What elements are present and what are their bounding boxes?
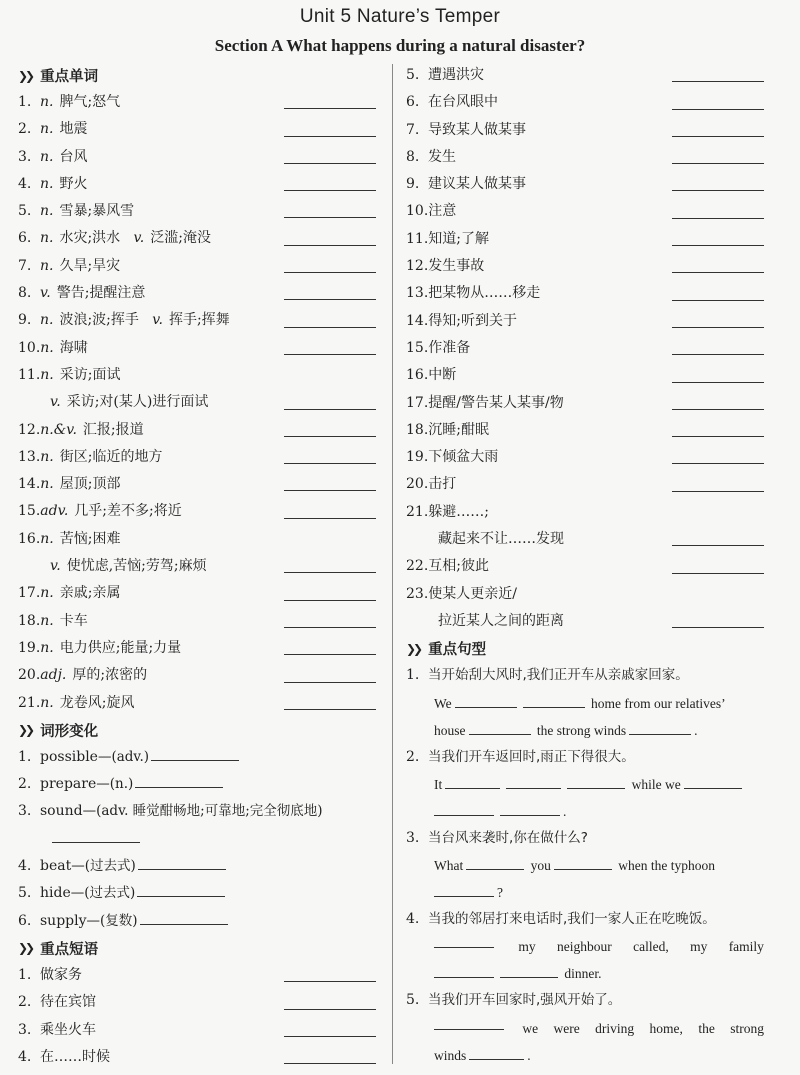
definition: 龙卷风;旋风: [59, 694, 135, 711]
item-number: 12.: [18, 421, 41, 438]
word-form-item: [18, 880, 380, 907]
form-hint: —(adv.): [97, 748, 150, 765]
form-hint: —(n.): [96, 776, 134, 793]
item-number: 12.: [406, 258, 429, 275]
definition: 海啸: [59, 339, 88, 356]
answer-blank[interactable]: [672, 218, 764, 219]
sentence-5-line-1: we were driving home, the strong: [406, 1015, 768, 1042]
phrase-text: 使某人更亲近/: [428, 585, 517, 602]
part-of-speech: v.: [50, 558, 61, 575]
form-hint: —(adv. 睡觉酣畅地;可靠地;完全彻底地): [82, 803, 323, 820]
phrase-item: [406, 499, 768, 526]
item-number: 18.: [18, 612, 41, 629]
item-number: 2.: [18, 994, 32, 1011]
definition: 采访;面试: [59, 366, 121, 383]
answer-blank[interactable]: [284, 354, 376, 355]
phrase-text: 下倾盆大雨: [428, 449, 499, 466]
part-of-speech: adv.: [40, 503, 69, 520]
item-number: 7.: [18, 257, 32, 274]
item-number: 17.: [406, 394, 429, 411]
vocab-item: [18, 116, 380, 143]
answer-blank[interactable]: [284, 108, 376, 109]
item-number: 16.: [406, 367, 429, 384]
answer-blank[interactable]: [284, 1036, 376, 1037]
part-of-speech: n.: [40, 612, 54, 629]
part-of-speech: n.: [40, 257, 54, 274]
item-number: 19.: [406, 449, 429, 466]
vocab-item-continued: [18, 553, 380, 580]
part-of-speech: n.: [40, 530, 54, 547]
vocab-item: [18, 690, 380, 717]
phrase-text: 把某物从……移走: [428, 285, 541, 302]
answer-blank[interactable]: [672, 463, 764, 464]
part-of-speech: n.: [40, 694, 54, 711]
part-of-speech: n.&v.: [40, 421, 77, 438]
base-word: supply: [40, 912, 87, 929]
phrase-text: 待在宾馆: [40, 994, 96, 1011]
answer-blank[interactable]: [500, 963, 558, 978]
sentence-5-prompt: 5. 当我们开车回家时,强风开始了。: [406, 992, 622, 1009]
phrase-item: [406, 444, 768, 471]
answer-blank[interactable]: [284, 572, 376, 573]
item-number: 21.: [18, 694, 41, 711]
sentence-3-line-1: What you when the typhoon: [406, 852, 768, 879]
answer-blank[interactable]: [672, 627, 764, 628]
sentence-4-line-1: my neighbour called, my family: [406, 933, 768, 960]
item-number: 2.: [18, 121, 32, 138]
definition: 久旱;旱灾: [59, 257, 121, 274]
answer-blank[interactable]: [672, 190, 764, 191]
sentence-2-prompt: 2. 当我们开车返回时,雨正下得很大。: [406, 748, 635, 765]
part-of-speech: v.: [50, 394, 61, 411]
answer-blank[interactable]: [672, 109, 764, 110]
definition: 台风: [59, 148, 88, 165]
definition: 厚的;浓密的: [72, 667, 148, 684]
answer-blank[interactable]: [151, 760, 239, 761]
answer-blank[interactable]: [284, 1009, 376, 1010]
definition: 挥手;挥舞: [168, 312, 230, 329]
vocab-item: [18, 335, 380, 362]
phrase-text: 互相;彼此: [428, 558, 489, 575]
answer-blank[interactable]: [672, 272, 764, 273]
phrases-list-left: [18, 962, 380, 1071]
definition: 卡车: [59, 612, 88, 629]
vocab-item: [18, 608, 380, 635]
phrase-text: 作准备: [428, 339, 471, 356]
sentence-1-prompt: 1. 当开始刮大风时,我们正开车从亲戚家回家。: [406, 667, 689, 684]
answer-blank[interactable]: [445, 774, 500, 789]
phrase-text: 藏起来不让……发现: [438, 531, 564, 548]
item-number: 2.: [18, 776, 32, 793]
part-of-speech: adj.: [40, 667, 67, 684]
word-form-item: [18, 798, 380, 825]
answer-blank[interactable]: [672, 409, 764, 410]
answer-blank[interactable]: [672, 436, 764, 437]
vocab-item-continued: [18, 389, 380, 416]
item-number: 1.: [18, 94, 32, 110]
part-of-speech: n.: [40, 639, 54, 656]
answer-blank[interactable]: [672, 245, 764, 246]
answer-blank[interactable]: [284, 709, 376, 710]
answer-blank[interactable]: [140, 924, 228, 925]
phrase-item: [406, 390, 768, 417]
word-form-item: [18, 853, 380, 880]
part-of-speech: n.: [40, 585, 54, 602]
item-number: 5.: [18, 885, 32, 902]
definition: 苦恼;困难: [59, 530, 121, 547]
answer-blank[interactable]: [469, 1045, 524, 1060]
answer-blank[interactable]: [672, 81, 764, 82]
vocab-item: [18, 171, 380, 198]
answer-blank[interactable]: [672, 136, 764, 137]
answer-blank[interactable]: [138, 869, 226, 870]
item-number: 3.: [18, 148, 32, 165]
vocab-item: [18, 498, 380, 525]
word-form-item: [18, 908, 380, 935]
answer-blank[interactable]: [284, 299, 376, 300]
item-number: 14.: [406, 312, 429, 329]
phrase-text: 提醒/警告某人某事/物: [428, 394, 564, 411]
answer-blank[interactable]: [567, 774, 625, 789]
answer-blank[interactable]: [137, 896, 225, 897]
double-chevron-icon: ❯❯: [406, 641, 421, 656]
answer-blank[interactable]: [284, 327, 376, 328]
phrase-text: 知道;了解: [428, 230, 489, 247]
item-number: 6.: [406, 94, 420, 111]
answer-blank[interactable]: [500, 801, 560, 816]
part-of-speech: v.: [152, 312, 163, 329]
answer-blank[interactable]: [523, 693, 585, 708]
definition: 雪暴;暴风雪: [59, 203, 135, 220]
column-divider: [392, 64, 393, 1064]
answer-blank[interactable]: [284, 245, 376, 246]
right-column: [406, 62, 768, 1069]
item-number: 8.: [406, 148, 420, 165]
part-of-speech: v.: [40, 285, 51, 302]
phrase-item: [406, 581, 768, 608]
phrase-item: [406, 335, 768, 362]
answer-blank[interactable]: [434, 801, 494, 816]
sentence-1-line-1: We home from our relatives’: [406, 690, 768, 717]
item-number: 13.: [18, 448, 41, 465]
answer-blank[interactable]: [52, 842, 140, 843]
item-number: 1.: [18, 966, 32, 983]
definition: 采访;对(某人)进行面试: [66, 394, 209, 411]
answer-blank[interactable]: [284, 409, 376, 410]
sentence-1-line-2: house the strong winds .: [406, 717, 768, 744]
phrase-item-continued: [406, 608, 768, 635]
definition: 地震: [59, 121, 88, 138]
base-word: sound: [40, 803, 83, 820]
phrase-item: [406, 144, 768, 171]
phrases-list-right: [406, 62, 768, 635]
answer-blank[interactable]: [672, 545, 764, 546]
phrase-item: [406, 198, 768, 225]
phrase-text: 中断: [428, 367, 457, 384]
answer-blank[interactable]: [466, 855, 524, 870]
vocab-item: [18, 417, 380, 444]
vocab-item: [18, 307, 380, 334]
answer-blank[interactable]: [434, 882, 494, 897]
phrase-item: [406, 89, 768, 116]
definition: 脾气;怒气: [59, 94, 121, 110]
part-of-speech: n.: [40, 339, 54, 356]
form-hint: —(过去式): [70, 885, 136, 902]
unit-title: Unit 5 Nature’s Temper: [299, 6, 501, 27]
item-number: 6.: [18, 230, 32, 247]
item-number: 4.: [18, 858, 32, 875]
phrase-item: [18, 1044, 380, 1071]
part-of-speech: n.: [40, 366, 54, 383]
definition: 汇报;报道: [82, 421, 144, 438]
answer-blank[interactable]: [284, 163, 376, 164]
vocab-item: [18, 89, 380, 116]
answer-blank[interactable]: [672, 163, 764, 164]
answer-blank[interactable]: [284, 463, 376, 464]
item-number: 19.: [18, 639, 41, 656]
phrase-text: 拉近某人之间的距离: [438, 612, 564, 629]
item-number: 14.: [18, 476, 41, 493]
answer-blank[interactable]: [672, 300, 764, 301]
item-number: 20.: [18, 667, 41, 684]
phrase-text: 得知;听到关于: [428, 312, 517, 329]
answer-blank[interactable]: [554, 855, 612, 870]
definition: 亲戚;亲属: [59, 585, 121, 602]
phrase-text: 击打: [428, 476, 457, 493]
part-of-speech: n.: [40, 476, 54, 493]
phrase-item: [406, 417, 768, 444]
vocab-item: [18, 662, 380, 689]
item-number: 10.: [18, 339, 41, 356]
item-number: 3.: [18, 1021, 32, 1038]
word-form-item-continued: [18, 826, 380, 853]
item-number: 9.: [406, 176, 420, 193]
item-number: 23.: [406, 585, 429, 602]
answer-blank[interactable]: [284, 136, 376, 137]
part-of-speech: n.: [40, 448, 54, 465]
definition: 电力供应;能量;力量: [59, 639, 182, 656]
vocab-item: [18, 280, 380, 307]
phrase-item: [18, 989, 380, 1016]
answer-blank[interactable]: [434, 1015, 504, 1030]
answer-blank[interactable]: [672, 491, 764, 492]
phrase-text: 在……时候: [40, 1048, 110, 1065]
item-number: 20.: [406, 476, 429, 493]
phrase-item: [406, 117, 768, 144]
item-number: 1.: [18, 748, 32, 765]
definition: 警告;提醒注意: [56, 285, 146, 302]
vocab-item: [18, 471, 380, 498]
form-hint: —(复数): [86, 912, 138, 929]
answer-blank[interactable]: [284, 436, 376, 437]
phrase-text: 导致某人做某事: [428, 121, 526, 138]
item-number: 9.: [18, 312, 32, 329]
item-number: 6.: [18, 912, 32, 929]
left-column: [18, 62, 380, 1071]
vocab-item: [18, 526, 380, 553]
answer-blank[interactable]: [284, 981, 376, 982]
part-of-speech: n.: [40, 121, 54, 138]
answer-blank[interactable]: [672, 573, 764, 574]
answer-blank[interactable]: [284, 190, 376, 191]
answer-blank[interactable]: [284, 518, 376, 519]
phrases-heading: ❯❯ 重点短语: [18, 941, 99, 958]
part-of-speech: v.: [133, 230, 145, 247]
answer-blank[interactable]: [672, 327, 764, 328]
item-number: 11.: [18, 366, 41, 383]
phrase-item: [18, 962, 380, 989]
double-chevron-icon: ❯❯: [18, 68, 33, 83]
answer-blank[interactable]: [284, 490, 376, 491]
sentences-heading: ❯❯ 重点句型: [406, 641, 487, 659]
answer-blank[interactable]: [672, 382, 764, 383]
word-forms-heading: ❯❯ 词形变化: [18, 723, 99, 740]
answer-blank[interactable]: [684, 774, 742, 789]
phrase-item: [406, 471, 768, 498]
definition: 波浪;波;挥手: [59, 312, 139, 329]
vocab-item: [18, 635, 380, 662]
item-number: 18.: [406, 421, 429, 438]
item-number: 5.: [18, 203, 32, 220]
answer-blank[interactable]: [455, 693, 517, 708]
sentence-4-line-2: dinner.: [406, 960, 768, 987]
phrase-text: 遭遇洪灾: [428, 67, 484, 83]
phrase-item: [406, 553, 768, 580]
sentence-5-line-2: winds .: [406, 1042, 768, 1069]
answer-blank[interactable]: [672, 354, 764, 355]
phrase-item: [406, 253, 768, 280]
phrase-item: [406, 308, 768, 335]
item-number: 8.: [18, 285, 32, 302]
double-chevron-icon: ❯❯: [18, 723, 33, 738]
item-number: 10.: [406, 203, 429, 220]
definition: 屋顶;顶部: [59, 476, 121, 493]
definition: 水灾;洪水: [59, 230, 121, 247]
word-form-item: [18, 771, 380, 798]
item-number: 17.: [18, 585, 41, 602]
phrase-text: 注意: [428, 203, 457, 220]
vocab-item: [18, 362, 380, 389]
item-number: 7.: [406, 121, 420, 138]
answer-blank[interactable]: [284, 682, 376, 683]
item-number: 15.: [406, 339, 429, 356]
definition: 几乎;差不多;将近: [74, 503, 182, 520]
definition: 使忧虑,苦恼;劳驾;麻烦: [66, 558, 207, 575]
part-of-speech: n.: [40, 312, 54, 329]
item-number: 22.: [406, 558, 429, 575]
part-of-speech: n.: [40, 175, 54, 192]
vocab-item: [18, 444, 380, 471]
vocab-item: [18, 580, 380, 607]
phrase-text: 建议某人做某事: [428, 176, 526, 193]
item-number: 13.: [406, 285, 429, 302]
phrase-text: 在台风眼中: [428, 94, 498, 111]
answer-blank[interactable]: [284, 627, 376, 628]
answer-blank[interactable]: [506, 774, 561, 789]
vocab-heading: ❯❯ 重点单词: [18, 68, 99, 85]
item-number: 4.: [18, 1048, 32, 1065]
answer-blank[interactable]: [284, 217, 376, 218]
phrase-item: [406, 62, 768, 89]
section-title: Section A What happens during a natural disaster?: [214, 36, 586, 55]
sentence-2-line-1: It while we: [406, 771, 768, 798]
vocab-item: [18, 253, 380, 280]
answer-blank[interactable]: [135, 787, 223, 788]
answer-blank[interactable]: [469, 720, 531, 735]
form-hint: —(过去式): [71, 858, 136, 875]
part-of-speech: n.: [40, 148, 54, 165]
phrase-item: [406, 362, 768, 389]
answer-blank[interactable]: [284, 272, 376, 273]
part-of-speech: n.: [40, 203, 54, 220]
base-word: prepare: [40, 776, 97, 793]
phrase-text: 乘坐火车: [40, 1021, 96, 1038]
sentence-4-prompt: 4. 当我的邻居打来电话时,我们一家人正在吃晚饭。: [406, 911, 716, 928]
vocab-list: [18, 89, 380, 717]
phrase-item: [18, 1017, 380, 1044]
answer-blank[interactable]: [434, 963, 494, 978]
phrase-text: 做家务: [40, 966, 82, 983]
item-number: 15.: [18, 503, 41, 520]
sentence-2-line-2: .: [406, 798, 768, 825]
answer-blank[interactable]: [284, 654, 376, 655]
word-forms-list: [18, 744, 380, 935]
answer-blank[interactable]: [629, 720, 691, 735]
phrase-text: 躲避……;: [428, 503, 489, 520]
item-number: 4.: [18, 175, 32, 192]
phrase-item-continued: [406, 526, 768, 553]
answer-blank[interactable]: [284, 1063, 376, 1064]
phrase-text: 沉睡;酣眠: [428, 421, 489, 438]
item-number: 21.: [406, 503, 429, 520]
word-form-item: [18, 744, 380, 771]
answer-blank[interactable]: [284, 600, 376, 601]
definition: 野火: [59, 175, 88, 192]
phrase-text: 发生: [428, 148, 456, 165]
definition: 街区;临近的地方: [59, 448, 163, 465]
phrase-item: [406, 226, 768, 253]
vocab-item: [18, 225, 380, 252]
item-number: 3.: [18, 803, 32, 820]
sentence-3-line-2: ?: [406, 879, 768, 906]
vocab-item: [18, 198, 380, 225]
sentence-3-prompt: 3. 当台风来袭时,你在做什么?: [406, 829, 588, 846]
part-of-speech: n.: [40, 94, 54, 110]
item-number: 11.: [406, 230, 429, 247]
vocab-item: [18, 144, 380, 171]
base-word: possible: [40, 748, 98, 765]
phrase-text: 发生事故: [428, 258, 485, 275]
part-of-speech: n.: [40, 230, 54, 247]
answer-blank[interactable]: [434, 933, 494, 948]
base-word: hide: [40, 885, 71, 902]
phrase-item: [406, 171, 768, 198]
item-number: 5.: [406, 67, 420, 83]
item-number: 16.: [18, 530, 41, 547]
double-chevron-icon: ❯❯: [18, 941, 33, 956]
phrase-item: [406, 280, 768, 307]
base-word: beat: [40, 858, 72, 875]
definition: 泛滥;淹没: [150, 230, 211, 247]
